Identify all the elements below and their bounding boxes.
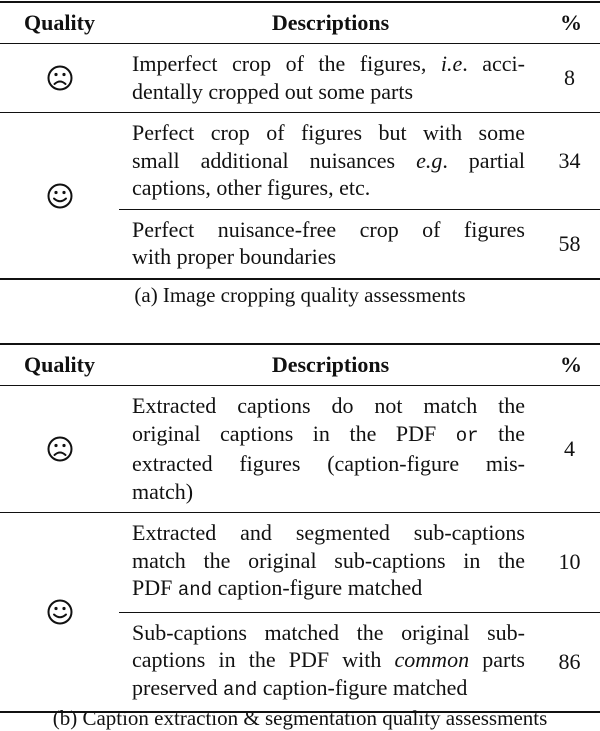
- header-percent: %: [560, 352, 582, 377]
- text-segment: match): [132, 478, 194, 504]
- text-segment: Imperfect crop of the figures,: [132, 51, 441, 76]
- description-line: [132, 574, 525, 605]
- description-line: [132, 119, 525, 147]
- header-descriptions: Descriptions: [271, 10, 390, 35]
- description-line: [132, 619, 525, 647]
- smile-face-icon: [46, 598, 74, 623]
- text-segment: . acci-: [462, 51, 525, 76]
- table-header: [0, 2, 600, 44]
- text-segment: Extracted captions do not match the: [132, 393, 525, 418]
- text-segment: PDF: [132, 575, 178, 600]
- text-segment: captions, other figures, etc.: [132, 175, 371, 200]
- text-segment: match the original sub-captions in the: [132, 547, 525, 573]
- text-segment: Sub-captions matched the original sub-: [132, 619, 525, 645]
- text-segment: with proper boundaries: [132, 244, 337, 269]
- text-segment: i.e: [440, 51, 463, 76]
- header-quality: Quality: [24, 10, 95, 35]
- text-segment: and: [223, 678, 258, 701]
- text-segment: and: [177, 579, 213, 601]
- caption-quality-table: [0, 343, 600, 713]
- percent-cell: 58: [542, 209, 600, 279]
- percent-cell: 34: [558, 147, 581, 173]
- description-line: [132, 450, 525, 478]
- header-quality: Quality: [24, 352, 95, 377]
- text-segment: Perfect crop of figures but with some: [132, 120, 525, 145]
- text-segment: extracted figures (caption-figure mis-: [132, 451, 525, 476]
- text-segment: e.g: [416, 147, 443, 173]
- quality-cell: [0, 386, 119, 513]
- quality-cell: [0, 513, 119, 713]
- description-line: [132, 420, 525, 451]
- frown-face-icon: [46, 64, 74, 89]
- description-line: [132, 674, 525, 705]
- description-line: [132, 646, 525, 674]
- quality-group: [0, 386, 600, 513]
- text-segment: the: [478, 420, 525, 446]
- cropping-quality-table: [0, 1, 600, 280]
- table-row: [0, 44, 600, 113]
- description-line: [132, 174, 525, 202]
- quality-group: [0, 513, 600, 713]
- quality-cell: [0, 113, 119, 279]
- quality-group: [0, 113, 600, 279]
- table-row: [0, 513, 600, 613]
- header-row: [0, 2, 600, 44]
- text-segment: caption-figure matched: [212, 575, 423, 600]
- text-segment: or: [455, 424, 479, 447]
- quality-group: [0, 44, 600, 113]
- text-segment: common: [394, 647, 470, 672]
- table-b-caption: (b) Caption extraction & segmentation quality assessments: [52, 706, 548, 730]
- header-descriptions: Descriptions: [271, 352, 390, 377]
- text-segment: parts: [469, 647, 525, 672]
- table-a-caption: (a) Image cropping quality assessments: [134, 283, 466, 307]
- percent-cell: 4: [564, 436, 575, 461]
- percent-cell: 86: [542, 612, 600, 712]
- text-segment: caption-figure matched: [257, 674, 468, 700]
- text-segment: dentally cropped out some parts: [132, 78, 414, 104]
- percent-cell: 8: [564, 65, 575, 90]
- text-segment: captions in the PDF with: [132, 647, 395, 672]
- header-row: [0, 344, 600, 386]
- description-line: [132, 216, 525, 244]
- description-cell: [119, 612, 542, 712]
- description-cell: [119, 209, 542, 279]
- description-line: [132, 547, 525, 575]
- description-line: [132, 147, 525, 175]
- description-line: [132, 519, 525, 547]
- description-line: [132, 478, 525, 506]
- table-header: [0, 344, 600, 386]
- description-line: [132, 78, 525, 106]
- text-segment: Extracted and segmented sub-captions: [132, 520, 525, 545]
- quality-cell: [0, 44, 119, 113]
- text-segment: preserved: [132, 674, 224, 700]
- percent-cell: 10: [558, 549, 581, 575]
- smile-face-icon: [46, 181, 74, 206]
- description-cell: [119, 386, 542, 513]
- header-percent: %: [560, 10, 582, 35]
- text-segment: . partial: [442, 147, 526, 173]
- description-line: [132, 50, 525, 78]
- table-row: [0, 386, 600, 513]
- frown-face-icon: [46, 435, 74, 460]
- description-cell: [119, 513, 542, 613]
- description-line: [132, 392, 525, 420]
- text-segment: Perfect nuisance-free crop of figures: [132, 216, 525, 242]
- description-cell: [119, 113, 542, 210]
- description-cell: [119, 44, 542, 113]
- text-segment: original captions in the PDF: [132, 420, 456, 446]
- description-line: [132, 243, 525, 271]
- text-segment: small additional nuisances: [132, 147, 417, 173]
- table-row: [0, 113, 600, 210]
